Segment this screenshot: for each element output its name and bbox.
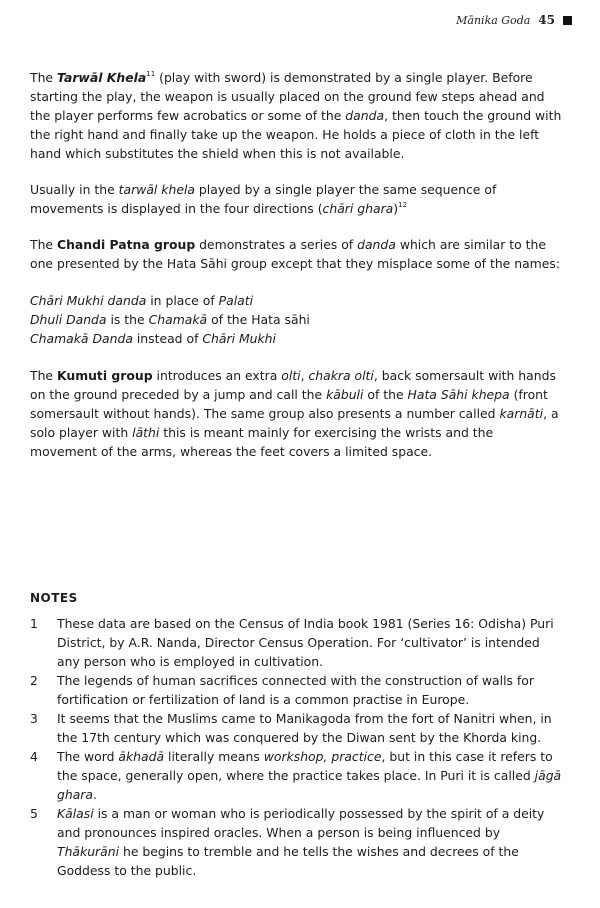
term-chandi-patna-group: Chandi Patna group bbox=[56, 237, 196, 252]
paragraph-chandi-patna: The Chandi Patna group demonstrates a series of danda which are similar to the one presented by the Hata Sāhi group except that they misplace some of the names: bbox=[30, 237, 561, 271]
paragraph-tarwal-khela: The Tarwāl Khela$^{11}$ (play with sword) is demonstrated by a single player. Before starting the play, the weapon is usually placed on the ground few steps ahead and the player performs few acrobatics or some of the danda, then touch the ground with the right hand and finally take up the weapon. He holds a piece of cloth in the left hand which substitutes the shield when this is not available. bbox=[30, 70, 562, 161]
note-number: 3 bbox=[30, 711, 38, 726]
term-tarwal-khela: Tarwāl Khela bbox=[56, 70, 147, 85]
note-text: These data are based on the Census of India book 1981 (Series 16: Odisha) Puri District, by A.R. Nanda, Director Census Operation. For ‘cultivator’ is intended any person who is employed in cultivation. bbox=[57, 616, 554, 669]
running-title: Mānika Goda bbox=[456, 13, 531, 27]
paragraph-directions: Usually in the tarwāl khela played by a single player the same sequence of movements is displayed in the four directions (chāri ghara)$^{12}$ bbox=[30, 182, 497, 216]
note-item bbox=[30, 747, 564, 804]
note-item bbox=[30, 614, 564, 671]
note-number: 4 bbox=[30, 749, 38, 764]
note-text: The word ākhadā literally means workshop, practice, but in this case it refers to the space, generally open, where the practice takes place. In Puri it is called jāgā ghara. bbox=[57, 749, 562, 802]
note-text: Kālasi is a man or woman who is periodically possessed by the spirit of a deity and pronounces inspired oracles. When a person is being influenced by Thākurāni he begins to tremble and he tells the wishes and decrees of the Goddess to the public. bbox=[57, 806, 545, 878]
footnote-ref-11: 11 bbox=[146, 70, 156, 78]
note-item bbox=[30, 804, 564, 880]
note-text: The legends of human sacrifices connected with the construction of walls for fortification or fertilization of land is a common practise in Europe. bbox=[57, 673, 534, 707]
note-item bbox=[30, 709, 564, 747]
note-text: It seems that the Muslims came to Manikagoda from the fort of Nanitri when, in the 17th century which was conquered by the Diwan sent by the Khorda king. bbox=[57, 711, 552, 745]
term-kumuti-group: Kumuti group bbox=[56, 368, 153, 383]
footnote-ref-12: 12 bbox=[398, 201, 408, 209]
header-square-icon bbox=[563, 16, 572, 25]
page-number: 45 bbox=[538, 13, 555, 27]
body-text bbox=[30, 68, 564, 479]
list-item: Chamakā Danda instead of Chāri Mukhi bbox=[30, 331, 276, 346]
note-number: 2 bbox=[30, 673, 38, 688]
list-item: Chāri Mukhi danda in place of Palati bbox=[30, 293, 254, 308]
note-number: 1 bbox=[30, 616, 38, 631]
notes-list bbox=[30, 614, 564, 880]
note-item bbox=[30, 671, 564, 709]
note-number: 5 bbox=[30, 806, 38, 821]
running-header bbox=[456, 13, 572, 27]
paragraph-kumuti-group: The Kumuti group introduces an extra olti, chakra olti, back somersault with hands on the ground preceded by a jump and call the kābuli of the Hata Sāhi khepa (front somersault without hands). The same group also presents a number called karnāti, a solo player with lāthi this is meant mainly for exercising the wrists and the movement of the arms, whereas the feet covers a limited space. bbox=[30, 368, 559, 459]
notes-heading: NOTES bbox=[30, 591, 78, 605]
danda-name-list bbox=[30, 291, 564, 348]
list-item: Dhuli Danda is the Chamakā of the Hata sāhi bbox=[30, 312, 310, 327]
